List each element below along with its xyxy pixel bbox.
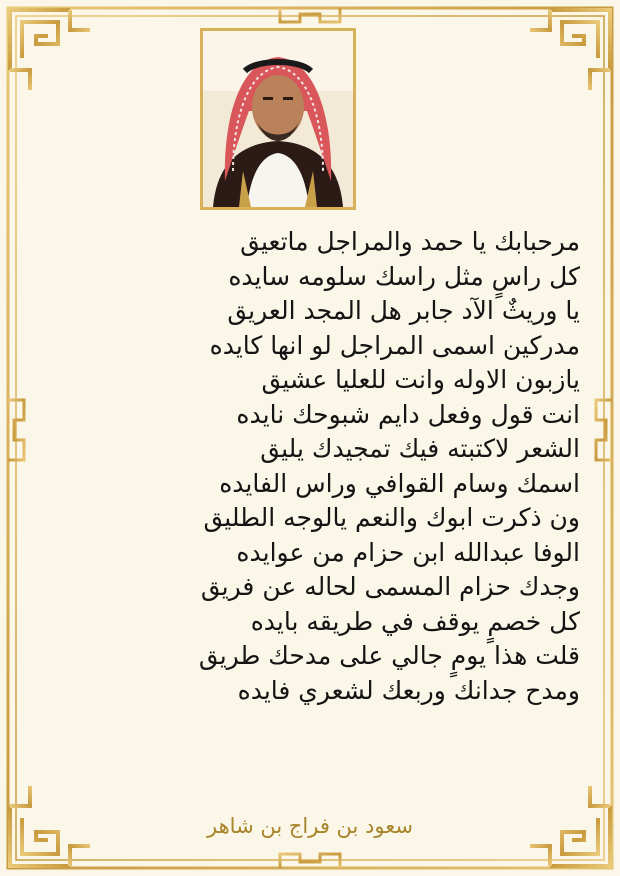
poem-verse: قلت هذا يومٍ جالي على مدحك طريق [198, 641, 580, 670]
poem-verse: الشعر لاكتبته فيك تمجيدك يليق [260, 434, 580, 463]
poem-verse: اسمك وسام القوافي وراس الفايده [219, 468, 580, 498]
poem-verse: انت قول وفعل دايم شبوحك نايده [236, 399, 580, 429]
poem-verse: يا وريثٌ الآد جابر هل المجد العريق [227, 296, 580, 325]
poet-signature: سعود بن فراج بن شاهر [207, 814, 413, 838]
poem-verse: كل راسٍ مثل راسك سلومه سايده [228, 261, 580, 291]
man-portrait-icon [203, 31, 353, 207]
poem-verse: الوفا عبدالله ابن حزام من عوايده [236, 537, 580, 567]
poem-verse: مرحبابك يا حمد والمراجل ماتعيق [240, 227, 580, 256]
poem-verse: كل خصمٍ يوقف في طريقه بايده [250, 606, 580, 636]
poem-verse: ومدح جدانك وربعك لشعري فايده [237, 675, 580, 705]
poem-body [40, 225, 580, 708]
poem-verse: مدركين اسمى المراجل لو انها كايده [209, 330, 580, 360]
poem-verse: وجدك حزام المسمى لحاله عن فريق [200, 572, 580, 601]
poem-verse: ون ذكرت ابوك والنعم يالوجه الطليق [203, 503, 580, 532]
portrait-photo [200, 28, 356, 210]
poem-verse: يازبون الاوله وانت للعليا عشيق [261, 365, 580, 394]
